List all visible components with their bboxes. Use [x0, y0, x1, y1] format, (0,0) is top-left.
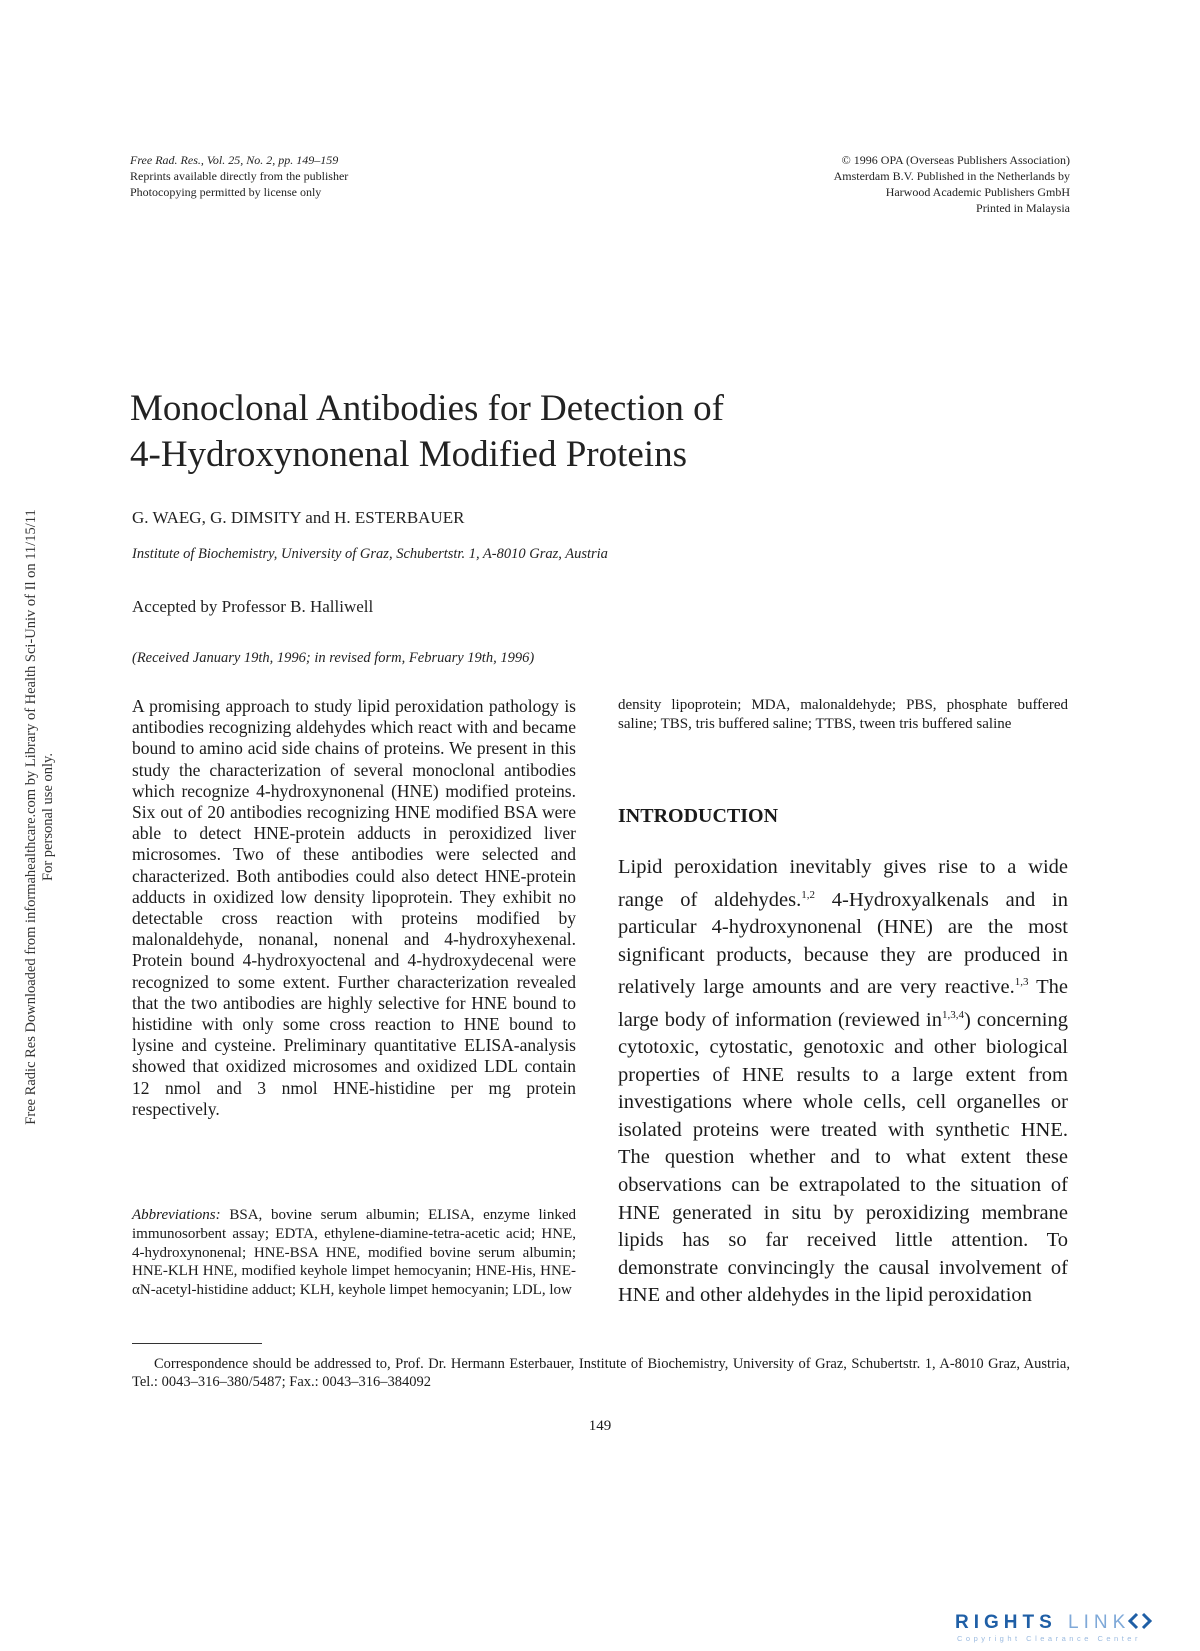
svg-text:Copyright Clearance Center: Copyright Clearance Center: [957, 1634, 1141, 1643]
download-notice: Free Radic Res Downloaded from informahealthcare.com by Library of Health Sci-Univ of Il on 11/15/11: [23, 509, 39, 1125]
intro-text-4: ) concerning cytotoxic, cytostatic, genotoxic and other biological properties of HNE results to a large extent from investigations where whole cells, cell organelles or isolated proteins were treated with synthetic HNE. The question whether and to what extent these observations can be extrapolated to the situation of HNE generated in situ by peroxidizing membrane lipids has so far received little attention. To demonstrate convincingly the causal involvement of HNE and other aldehydes in the lipid peroxidation: [618, 1008, 1068, 1307]
abbreviations-continued: density lipoprotein; MDA, malonaldehyde; PBS, phosphate buffered saline; TBS, tris buffered saline; TTBS, tween tris buffered saline: [618, 697, 1068, 732]
side-watermark: [0, 0, 56, 1651]
paper-title: [130, 386, 930, 478]
rightslink-logo-image: [955, 1608, 1155, 1644]
svg-text:LINK: LINK: [1068, 1612, 1131, 1633]
intro-text-1: Lipid peroxidation inevitably gives rise to a wide range of aldehydes.: [618, 856, 1068, 911]
title-line-1: Monoclonal Antibodies for Detection of: [130, 388, 724, 429]
publisher-header: [834, 152, 1070, 216]
intro-text-3: The large body of information (reviewed in: [618, 976, 1068, 1031]
citation-line: Free Rad. Res., Vol. 25, No. 2, pp. 149–159: [130, 153, 339, 167]
introduction-heading: INTRODUCTION: [618, 805, 779, 827]
received-dates: (Received January 19th, 1996; in revised form, February 19th, 1996): [132, 650, 535, 666]
abbreviations-text: BSA, bovine serum albumin; ELISA, enzyme linked immunosorbent assay; EDTA, ethylene-diamine-tetra-acetic acid; HNE, 4-hydroxynonenal; HNE-BSA HNE, modified bovine serum albumin; HNE-KLH HNE, modified keyhole limpet hemocyanin; HNE-His, HNE-αN-acetyl-histidine adduct; KLH, keyhole limpet hemocyanin; LDL, low: [132, 1207, 577, 1299]
abbreviations-label: Abbreviations:: [132, 1207, 221, 1223]
rightslink-logo: [955, 1608, 1155, 1644]
citation-ref: 1,3: [1014, 976, 1029, 989]
title-line-2: 4-Hydroxynonenal Modified Proteins: [130, 434, 687, 475]
page-number: 149: [588, 1418, 612, 1434]
intro-text-2: 4-Hydroxyalkenals and in particular 4-hydroxynonenal (HNE) are the most significant products, because they are produced in relatively large amounts and are very reactive.: [618, 888, 1068, 999]
journal-citation-header: [130, 152, 348, 200]
printed-line: Printed in Malaysia: [976, 201, 1070, 215]
citation-ref: 1,2: [801, 888, 815, 901]
citation-ref: 1,3,4: [941, 1008, 964, 1021]
authors: G. WAEG, G. DIMSITY and H. ESTERBAUER: [132, 508, 465, 527]
accepted-by: Accepted by Professor B. Halliwell: [132, 597, 374, 616]
affiliation: Institute of Biochemistry, University of Graz, Schubertstr. 1, A-8010 Graz, Austria: [132, 546, 608, 562]
correspondence-footnote: Correspondence should be addressed to, Prof. Dr. Hermann Esterbauer, Institute of Biochemistry, University of Graz, Schubertstr. 1, A-8010 Graz, Austria, Tel.: 0043–316–380/5487; Fax.: 0043–316–384092: [132, 1356, 1070, 1390]
abbreviations: [132, 1206, 576, 1300]
reprints-line: Reprints available directly from the publisher: [130, 169, 349, 183]
introduction-paragraph: [618, 854, 1068, 1310]
svg-text:RIGHTS: RIGHTS: [955, 1612, 1057, 1633]
publisher-name-line: Harwood Academic Publishers GmbH: [885, 185, 1070, 199]
abstract: A promising approach to study lipid peroxidation pathology is antibodies recognizing aldehydes which react with and became bound to amino acid side chains of proteins. We present in this study the characterization of several monoclonal antibodies which recognize 4-hydroxynonenal (HNE) modified proteins. Six out of 20 antibodies recognizing HNE modified BSA were able to detect HNE-protein adducts in peroxidized liver microsomes. Two of these antibodies were selected and characterized. Both antibodies could also detect HNE-protein adducts in oxidized low density lipoprotein. They exhibit no detectable cross reaction with proteins modified by malonaldehyde, nonanal, nonenal and 4-hydroxyhexenal. Protein bound 4-hydroxyoctenal and 4-hydroxydecenal were recognized to some extent. Further characterization revealed that the two antibodies are highly selective for HNE bound to histidine with only some cross reaction to HNE bound to lysine and cysteine. Preliminary quantitative ELISA-analysis showed that oxidized microsomes and oxidized LDL contain 12 nmol and 3 nmol HNE-histidine per mg protein respectively.: [132, 696, 576, 1119]
publisher-line: Amsterdam B.V. Published in the Netherlands by: [833, 169, 1070, 183]
photocopy-line: Photocopying permitted by license only: [130, 185, 322, 199]
footnote-divider: [132, 1343, 262, 1344]
personal-use-notice: For personal use only.: [40, 753, 56, 881]
copyright-line: © 1996 OPA (Overseas Publishers Association): [841, 153, 1070, 167]
